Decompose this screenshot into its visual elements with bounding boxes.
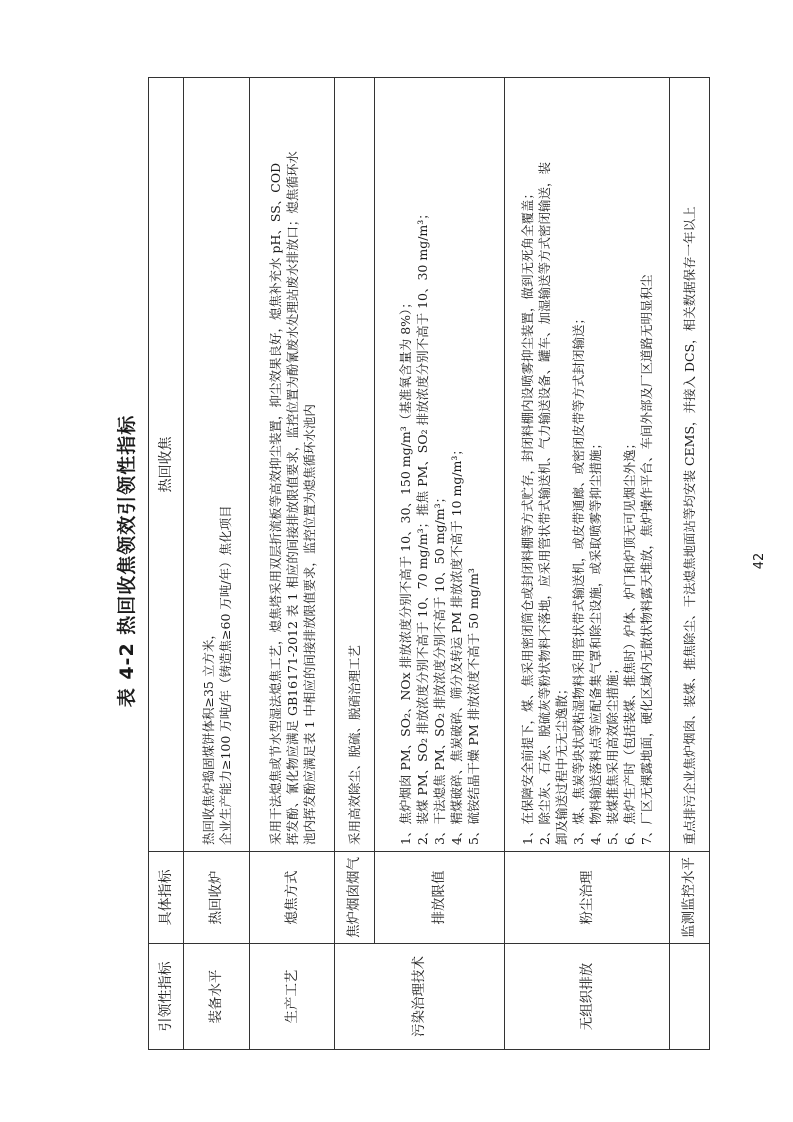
page-number: 42 [752, 552, 767, 570]
content-line: 5、硫铵结晶干燥 PM 排放浓度不高于 50 mg/m³ [466, 568, 481, 845]
table-row [250, 78, 335, 1050]
header-heat-recovery: 热回收焦 [149, 78, 184, 852]
content-line: 5、装煤推焦采用高效除尘措施； [605, 662, 620, 845]
content-line: 采用高效除尘、脱硫、脱硝治理工艺 [347, 644, 362, 845]
category-cell: 无组织排放 [505, 944, 670, 1050]
content-line: 卸及输送过程中无无尘逸散； [554, 682, 569, 845]
content-line: 3、干法熄焦 PM、SO₂ 排放浓度分别不高于 10、50 mg/m³； [432, 490, 447, 845]
specific-cell: 焦炉烟囱烟气 [335, 852, 375, 944]
content-cell [184, 78, 250, 852]
category-cell: 污染治理技术 [335, 944, 505, 1050]
specific-cell: 熄焦方式 [250, 852, 335, 944]
content-line: 1、在保障安全前提下，煤、焦采用密闭简仓或封闭料棚等方式贮存，封闭料棚内设喷雾抑尘装置，做到无死角全覆盖； [520, 187, 535, 845]
content-line: 企业生产能力≥100 万吨/年（铸造焦≥60 万吨/年）焦化项目 [217, 505, 233, 845]
content-line: 2、装煤 PM、SO₂ 排放浓度分别不高于 10、70 mg/m³；推焦 PM、SO₂ 排放浓度分别不高于 10、30 mg/m³； [415, 207, 430, 845]
category-cell [670, 944, 710, 1050]
content-line: 3、煤、焦炭等块状或粘湿物料采用管状带式输送机，或皮带通廊、或密闭皮带等方式封闭输送； [571, 312, 586, 845]
content-line: 挥发酚、氰化物应满足 GB16171-2012 表 1 相应的间接排放限值要求，监控位置为酚氰废水处理站废水排放口；熄焦循环水 [284, 151, 300, 845]
category-cell: 装备水平 [184, 944, 250, 1050]
header-specific: 具体指标 [149, 852, 184, 944]
content-line: 重点排污企业焦炉烟囱、装煤、推焦除尘、干法熄焦地面站等均安装 CEMS，并接入 DCS，相关数据保存一年以上 [682, 206, 697, 845]
indicator-table [148, 77, 710, 1050]
table-title: 表 4-2 热回收焦领效引领性指标 [116, 414, 138, 708]
specific-cell: 排放限值 [375, 852, 505, 944]
specific-cell: 监测监控水平 [670, 852, 710, 944]
specific-cell: 粉尘治理 [505, 852, 670, 944]
content-line: 采用干法熄焦或节水型湿法熄焦工艺，熄焦塔采用双层折流板等高效抑尘装置，抑尘效果良好，熄焦补充水 pH、SS、COD [267, 162, 283, 845]
content-cell [505, 78, 670, 852]
category-cell: 生产工艺 [250, 944, 335, 1050]
content-line: 池内挥发酚应满足表 1 中相应的间接排放限值要求，监控位置为熄焦循环水池内 [301, 404, 317, 845]
table-row [184, 78, 250, 1050]
content-cell [335, 78, 375, 852]
content-cell [670, 78, 710, 852]
table-header-row [149, 78, 184, 1050]
table-row [505, 78, 670, 1050]
table-row [375, 78, 505, 1050]
content-line: 6、焦炉生产时（包括装煤、推焦时）炉体、炉门和炉顶无可见烟尘外逸； [622, 437, 637, 845]
content-line: 1、焦炉烟囱 PM、SO₂、NOx 排放浓度分别不高于 10、30、150 mg/m³（基准氧含量为 8%）； [398, 296, 413, 845]
content-line: 4、物料输送落料点等应配备集气罩和除尘设施，或采取喷雾等抑尘措施； [588, 437, 603, 845]
content-cell [250, 78, 335, 852]
content-line: 热回收焦炉捣固煤饼体积≥35 立方米， [200, 627, 216, 845]
table-row [335, 78, 375, 1050]
table-row [670, 78, 710, 1050]
content-line: 7、厂区无裸露地面，硬化区域内无散状物料露天堆放，焦炉操作平台、车间外部及厂区道路无明显积尘 [639, 274, 654, 845]
content-line: 4、精煤破碎、焦炭破碎、筛分及转运 PM 排放浓度不高于 10 mg/m³； [449, 443, 464, 845]
content-line: 2、除尘灰、石灰、脱硫灰等粉状物料不落地，应采用管状带式输送机、气力输送设备、罐车、加湿输送等方式密闭输送，装 [537, 162, 552, 845]
header-category: 引领性指标 [149, 944, 184, 1050]
content-cell [375, 78, 505, 852]
specific-cell: 热回收炉 [184, 852, 250, 944]
